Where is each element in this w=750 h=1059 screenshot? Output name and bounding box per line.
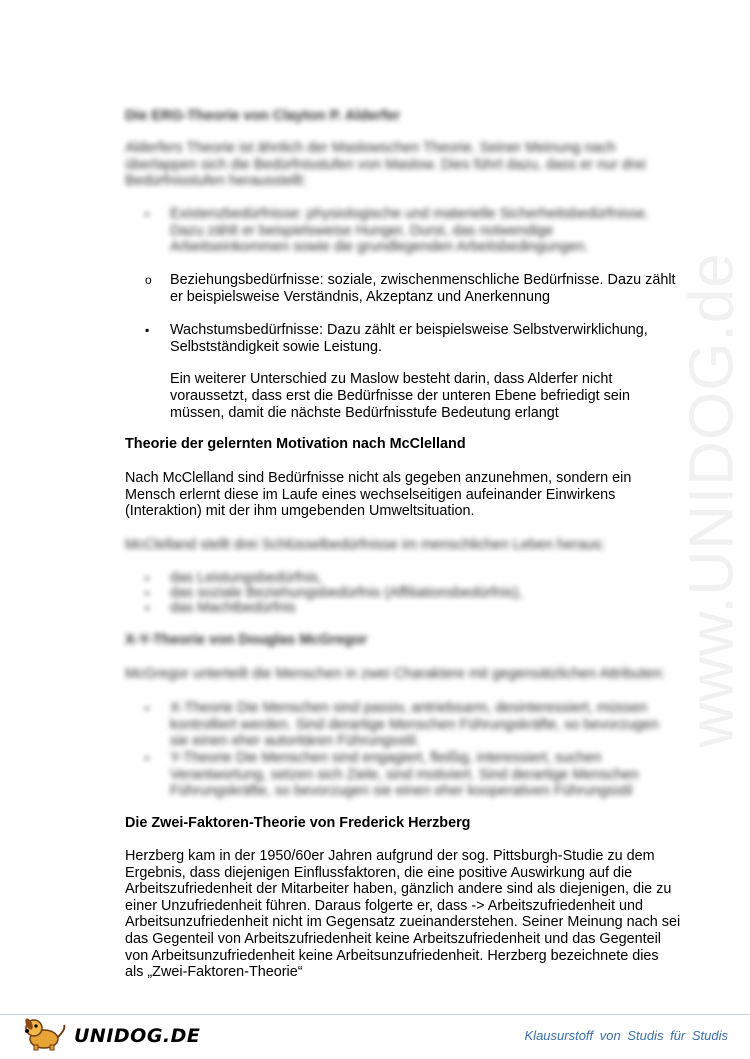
list-item-text-line: er beispielsweise Verständnis, Akzeptanz und Anerkennung bbox=[170, 289, 551, 305]
paragraph-line: Ein weiterer Unterschied zu Maslow besteht darin, dass Alderfer nicht bbox=[170, 371, 613, 387]
section-title-erg: Die ERG-Theorie von Clayton P. Alderfer bbox=[125, 108, 401, 124]
list-item-text: Existenzbedürfnisse: physiologische und materielle Sicherheitsbedürfnisse. Dazu zählt er beispielsweise Hunger, Durst, das notwendige Arbeitseinkommen sowie die grundlegenden Arbeitsbedingungen. bbox=[170, 206, 650, 256]
list-item-text: X-Theorie Die Menschen sind passiv, antriebsarm, desinteressiert, müssen kontrolliert werden. Sind derartige Menschen Führungskräfte, so bevorzugen sie einen eher autoritären Führungsstil. bbox=[170, 700, 659, 750]
bullet-marker: ▪ bbox=[145, 323, 150, 337]
list-item-text-line: Wachstumsbedürfnisse: Dazu zählt er beispielsweise Selbstverwirklichung, bbox=[170, 322, 648, 338]
paragraph-line: Mensch erlernt diese im Laufe eines wechselseitigen aufeinander Einwirkens bbox=[125, 486, 616, 503]
paragraph-line: Arbeitszufriedenheit der Mitarbeiter haben, gänzlich andere sind als diejenigen, die zu bbox=[125, 881, 672, 898]
paragraph-mcclelland bbox=[125, 470, 670, 520]
bullet-marker: ▪ bbox=[145, 586, 150, 600]
list-item-text: Y-Theorie Die Menschen sind engagiert, fleißig, interessiert, suchen Verantwortung, setzen sich Ziele, sind motiviert. Sind derartige Menschen Führungskräfte, so bevorzugen sie einen eher kooperativen Führungsstil bbox=[170, 750, 639, 800]
paragraph-mcclelland-needs: McClelland stellt drei Schlüsselbedürfnisse im menschlichen Leben heraus: bbox=[125, 537, 605, 553]
paragraph-line: Herzberg kam in der 1950/60er Jahren aufgrund der sog. Pittsburgh-Studie zu dem bbox=[125, 848, 655, 864]
paragraph-line: von Arbeitsunzufriedenheit keine Arbeitsunzufriedenheit. Herzberg bezeichnete dies bbox=[125, 947, 659, 964]
list-item-text: das soziale Beziehungsbedürfnis (Affiliationsbedürfnis), bbox=[170, 585, 523, 601]
bullet-marker: ▪ bbox=[145, 701, 150, 715]
paragraph-line: voraussetzt, dass erst die Bedürfnisse der unteren Ebene befriedigt sein bbox=[170, 388, 630, 404]
section-title-mcclelland: Theorie der gelernten Motivation nach McClelland bbox=[125, 436, 466, 452]
section-title-xy: X-Y-Theorie von Douglas McGregor bbox=[125, 632, 368, 648]
paragraph-line: Arbeitsunzufriedenheit nicht im Gegensatz zueinanderstehen. Seiner Meinung nach sei bbox=[125, 914, 681, 931]
paragraph-xy-intro: McGregor unterteilt die Menschen in zwei Charaktere mit gegensätzlichen Attributen: bbox=[125, 666, 665, 682]
dog-icon bbox=[20, 1015, 70, 1051]
unidog-logo[interactable] bbox=[20, 1015, 201, 1051]
bullet-marker: ▪ bbox=[145, 601, 150, 615]
paragraph-line: als „Zwei-Faktoren-Theorie“ bbox=[125, 964, 303, 981]
bullet-marker: ▪ bbox=[145, 207, 150, 221]
list-item-text-line: Selbstständigkeit sowie Leistung. bbox=[170, 339, 382, 355]
section-title-herzberg: Die Zwei-Faktoren-Theorie von Frederick Herzberg bbox=[125, 815, 471, 831]
list-item-text-line: Beziehungsbedürfnisse: soziale, zwischenmenschliche Bedürfnisse. Dazu zählt bbox=[170, 272, 676, 288]
list-item-text: das Machtbedürfnis bbox=[170, 600, 296, 616]
paragraph-line: einer Unzufriedenheit führen. Daraus folgerte er, dass -> Arbeitszufriedenheit und bbox=[125, 897, 643, 914]
paragraph-line: das Gegenteil von Arbeitszufriedenheit keine Arbeitszufriedenheit und das Gegenteil bbox=[125, 930, 662, 947]
paragraph-line: Ergebnis, dass diejenigen Einflussfaktoren, die eine positive Auswirkung auf die bbox=[125, 864, 633, 881]
paragraph-erg-intro: Alderfers Theorie ist ähnlich der Maslowschen Theorie. Seiner Meinung nach überlappen sich die Bedürfnisstufen von Maslow. Dies führt dazu, dass er nur drei Bedürfnisstufen herausstellt: bbox=[125, 140, 646, 190]
bullet-marker: ▪ bbox=[145, 571, 150, 585]
paragraph-line: Nach McClelland sind Bedürfnisse nicht als gegeben anzunehmen, sondern ein bbox=[125, 470, 632, 486]
bullet-marker: ▪ bbox=[145, 751, 150, 765]
list-item-text: das Leistungsbedürfnis, bbox=[170, 570, 323, 586]
paragraph-herzberg bbox=[125, 848, 681, 981]
watermark: www.UNIDOG.de bbox=[677, 252, 747, 748]
logo-text: UNIDOG.DE bbox=[74, 1025, 201, 1047]
bullet-marker: o bbox=[145, 273, 152, 287]
paragraph-line: (Interaktion) mit der ihm umgebenden Umweltsituation. bbox=[125, 503, 475, 520]
footer-tagline: Klausurstoff von Studis für Studis bbox=[524, 1028, 728, 1043]
paragraph-line: müssen, damit die nächste Bedürfnisstufe Bedeutung erlangt bbox=[170, 405, 559, 421]
